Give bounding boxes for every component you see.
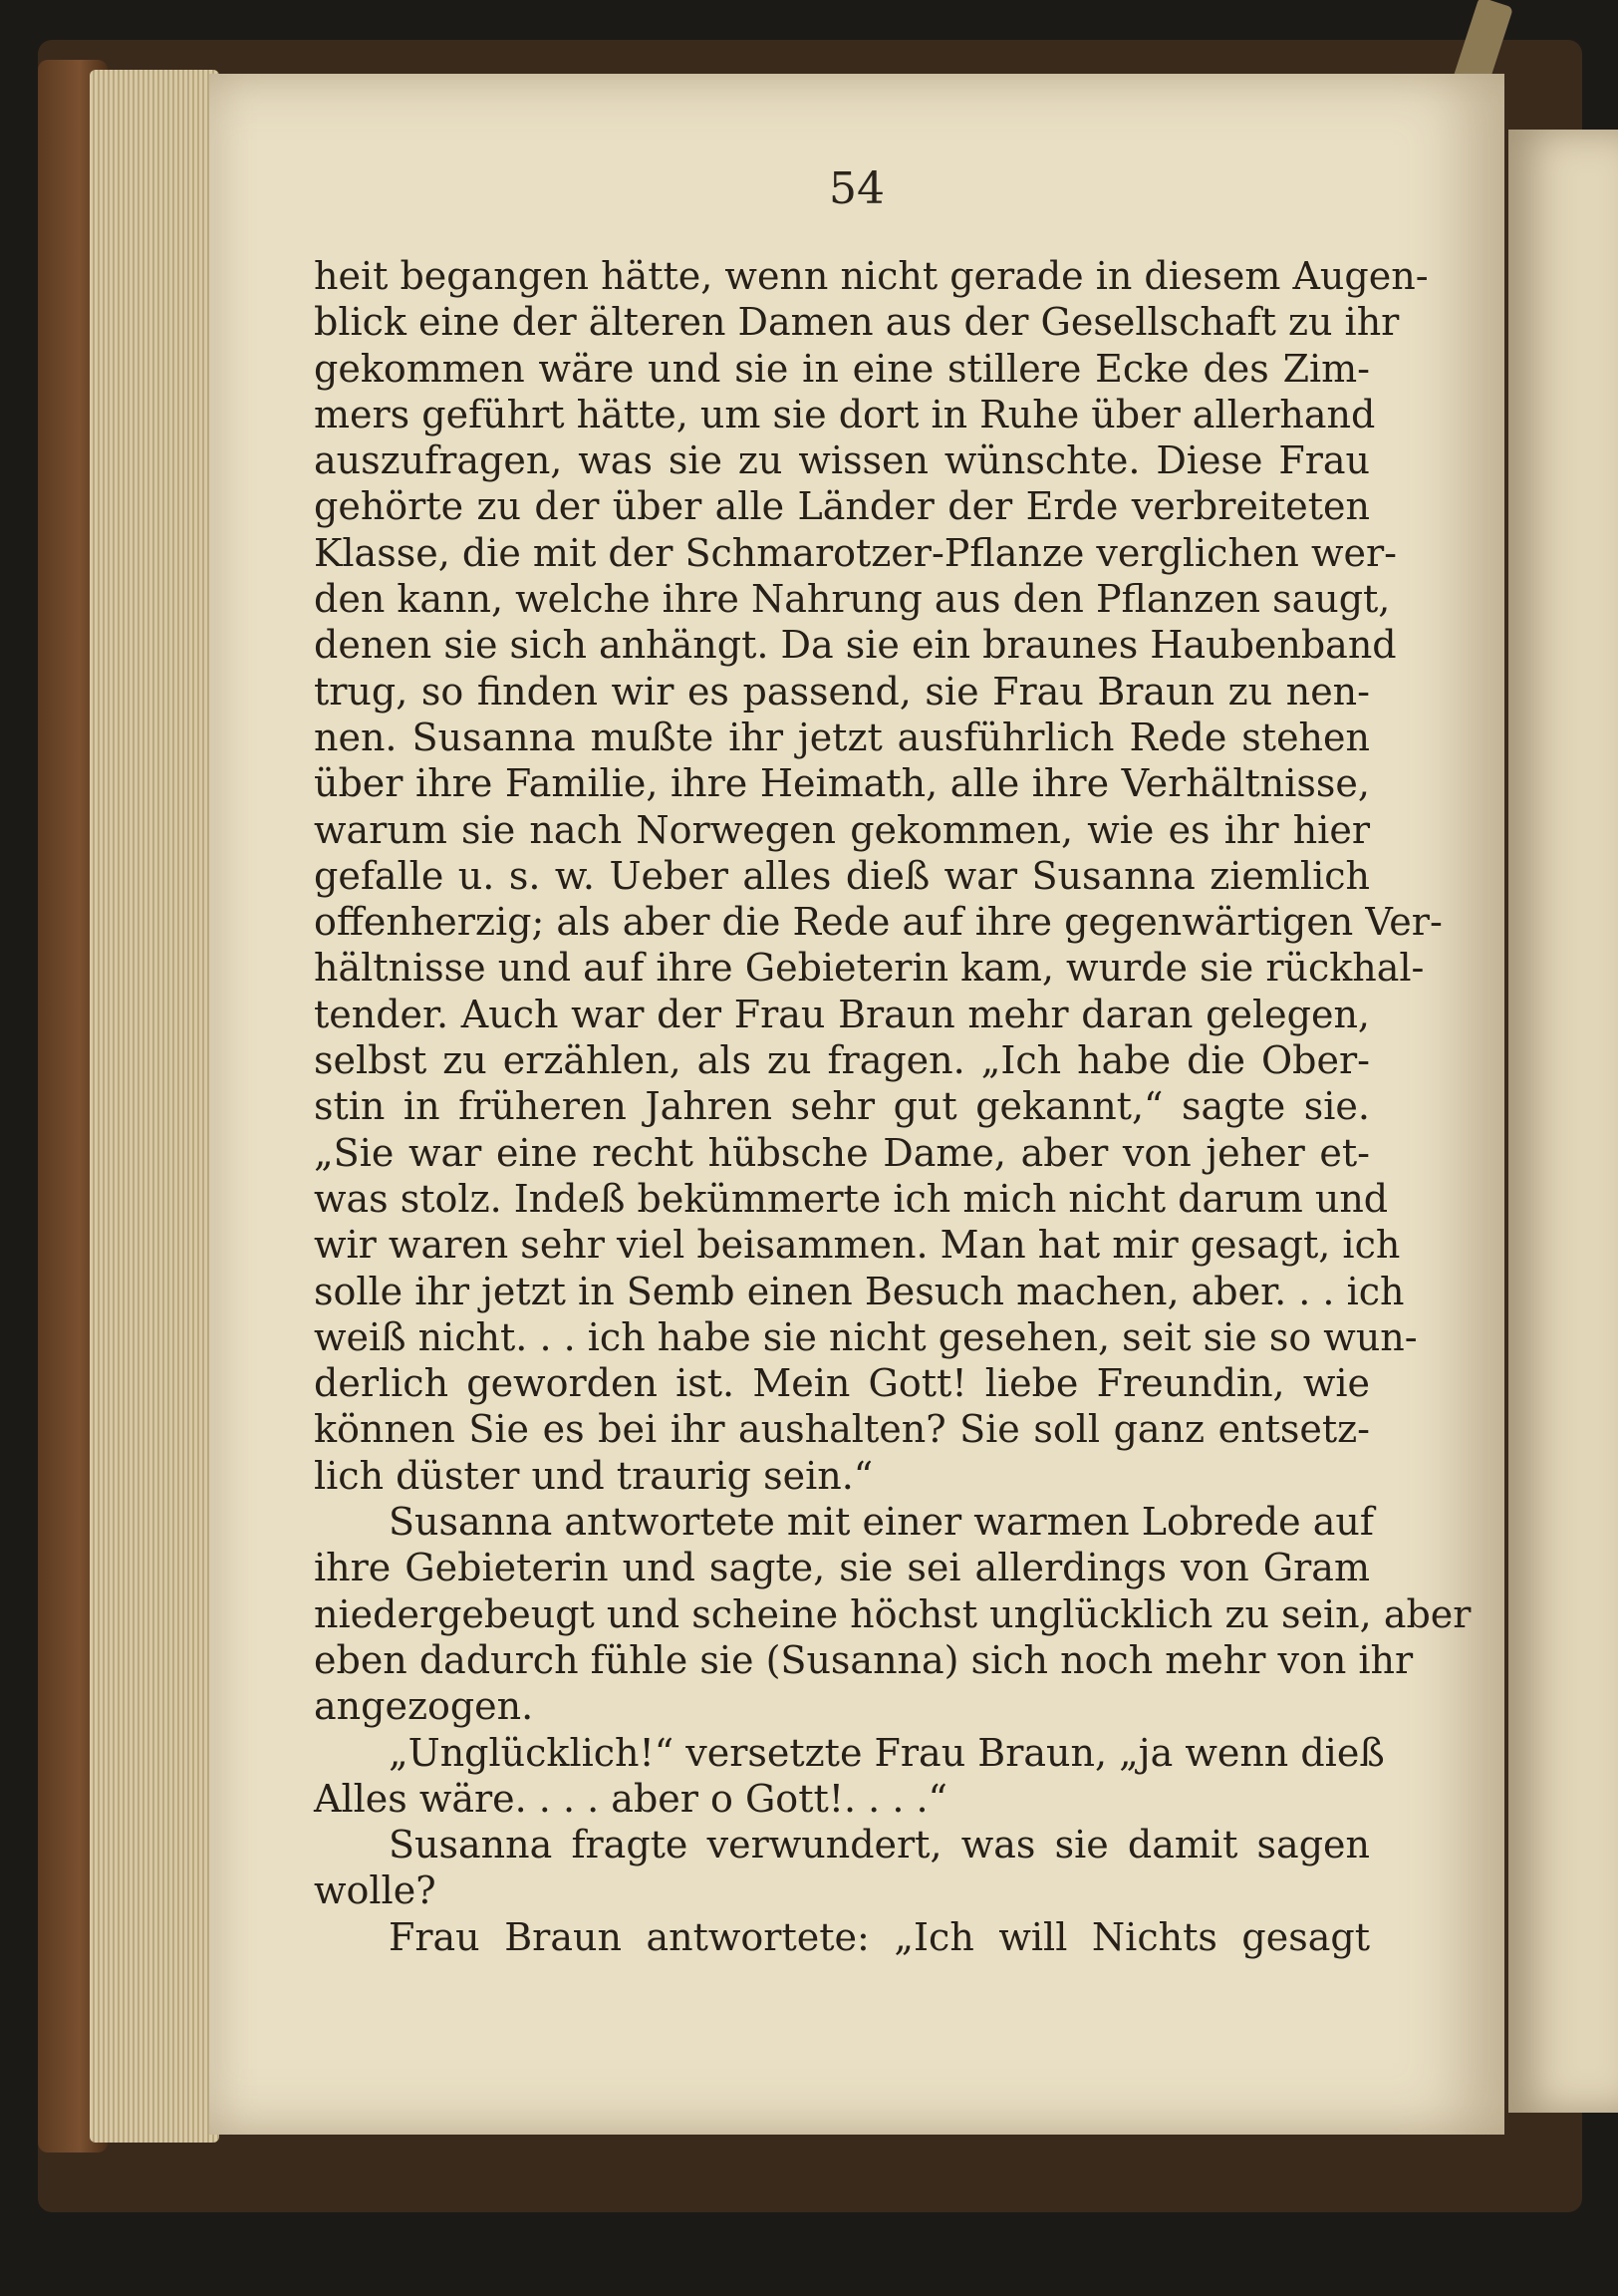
facing-page-edge (1508, 130, 1618, 2113)
text-line: „Sie war eine recht hübsche Dame, aber von jeher et- (314, 1130, 1370, 1175)
text-line: was stolz. Indeß bekümmerte ich mich nicht darum und (314, 1176, 1389, 1221)
page-number: 54 (829, 163, 885, 214)
text-line: heit begangen hätte, wenn nicht gerade in diesem Augen- (314, 254, 1429, 298)
text-line: angezogen. (314, 1684, 534, 1729)
text-line: tender. Auch war der Frau Braun mehr daran gelegen, (314, 992, 1370, 1036)
page-text (314, 253, 1472, 1960)
text-line: weiß nicht. . . ich habe sie nicht gesehen, seit sie so wun- (314, 1314, 1418, 1359)
text-line: eben dadurch fühle sie (Susanna) sich noch mehr von ihr (314, 1637, 1414, 1682)
text-line: gekommen wäre und sie in eine stillere Ecke des Zim- (314, 346, 1370, 391)
text-line: ihre Gebieterin und sagte, sie sei allerdings von Gram (314, 1546, 1370, 1590)
text-line: Susanna antwortete mit einer warmen Lobrede auf (389, 1500, 1374, 1545)
text-line: trug, so finden wir es passend, sie Frau Braun zu nen- (314, 669, 1370, 714)
text-line: blick eine der älteren Damen aus der Gesellschaft zu ihr (314, 300, 1400, 345)
text-line: wir waren sehr viel beisammen. Man hat mir gesagt, ich (314, 1223, 1401, 1268)
text-line: auszufragen, was sie zu wissen wünschte. Diese Frau (314, 438, 1370, 483)
page-edges (90, 70, 219, 2143)
text-line: gefalle u. s. w. Ueber alles dieß war Susanna ziemlich (314, 853, 1370, 898)
text-line: Alles wäre. . . . aber o Gott!. . . .“ (314, 1776, 947, 1821)
text-line: stin in früheren Jahren sehr gut gekannt,“ sagte sie. (314, 1084, 1370, 1129)
text-line: den kann, welche ihre Nahrung aus den Pflanzen saugt, (314, 577, 1391, 622)
text-line: Susanna fragte verwundert, was sie damit sagen (389, 1823, 1370, 1867)
text-line: denen sie sich anhängt. Da sie ein braunes Haubenband (314, 623, 1397, 668)
text-line: selbst zu erzählen, als zu fragen. „Ich habe die Ober- (314, 1038, 1370, 1083)
text-line: derlich geworden ist. Mein Gott! liebe Freundin, wie (314, 1361, 1370, 1406)
text-line: offenherzig; als aber die Rede auf ihre gegenwärtigen Ver- (314, 900, 1443, 945)
text-line: warum sie nach Norwegen gekommen, wie es ihr hier (314, 807, 1370, 852)
text-line: Klasse, die mit der Schmarotzer-Pflanze verglichen wer- (314, 530, 1397, 575)
text-line: niedergebeugt und scheine höchst unglücklich zu sein, aber (314, 1591, 1472, 1636)
book-page (209, 74, 1504, 2135)
text-line: können Sie es bei ihr aushalten? Sie soll ganz entsetz- (314, 1407, 1370, 1452)
text-line: wolle? (314, 1868, 436, 1913)
text-line: Frau Braun antwortete: „Ich will Nichts gesagt (389, 1914, 1370, 1959)
text-line: mers geführt hätte, um sie dort in Ruhe über allerhand (314, 392, 1376, 436)
text-line: solle ihr jetzt in Semb einen Besuch machen, aber. . . ich (314, 1269, 1405, 1313)
text-line: lich düster und traurig sein.“ (314, 1453, 874, 1498)
text-line: über ihre Familie, ihre Heimath, alle ihre Verhältnisse, (314, 761, 1370, 806)
text-line: „Unglücklich!“ versetzte Frau Braun, „ja wenn dieß (389, 1730, 1385, 1775)
text-line: hältnisse und auf ihre Gebieterin kam, wurde sie rückhal- (314, 946, 1425, 991)
text-line: gehörte zu der über alle Länder der Erde verbreiteten (314, 484, 1370, 529)
text-line: nen. Susanna mußte ihr jetzt ausführlich Rede stehen (314, 715, 1370, 759)
